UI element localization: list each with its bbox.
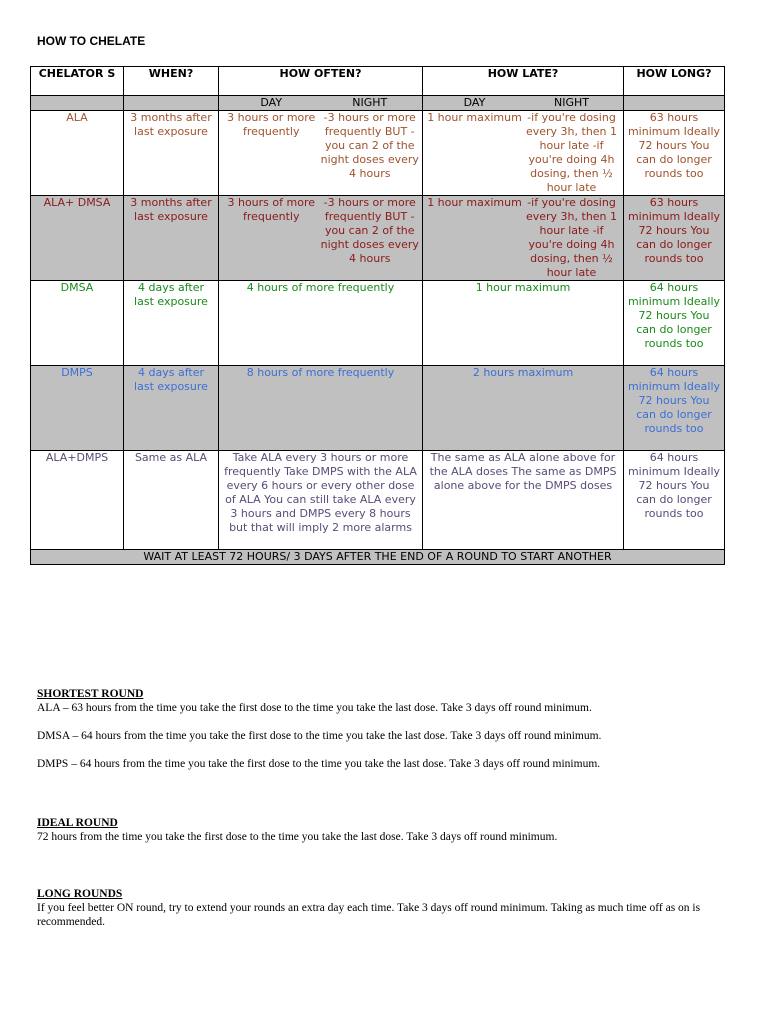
often-night: -3 hours or more frequently BUT -you can 2 of the night doses every 4 hours [320,111,419,180]
shortest-dmsa: DMSA – 64 hours from the time you take the first dose to the time you take the last dose. Take 3 days off round minimum. [37,730,602,742]
chelation-table [30,66,725,565]
long-rounds-section [37,887,737,929]
table-row [31,196,725,281]
chelator-name: DMPS [31,366,124,451]
subheader-row [31,96,725,111]
late-night: -if you're dosing every 3h, then 1 hour late -if you're doing 4h dosing, then ½ hour late [525,111,618,194]
when-cell: Same as ALA [124,451,219,550]
chelator-name: ALA [31,111,124,196]
header-chelators: CHELATOR S [31,67,124,96]
header-how-long: HOW LONG? [624,67,725,96]
table-row [31,281,725,366]
late-cell: 2 hours maximum [423,366,624,451]
header-how-late: HOW LATE? [423,67,624,96]
subheader-day: DAY [260,96,283,109]
long-cell: 63 hours minimum Ideally 72 hours You can do longer rounds too [624,196,725,281]
chelator-name: ALA+ DMSA [31,196,124,281]
long-rounds-heading: LONG ROUNDS [37,888,123,900]
footer-row [31,550,725,565]
when-cell: 3 months after last exposure [124,196,219,281]
often-cell: 8 hours of more frequently [219,366,423,451]
late-day: 1 hour maximum [427,196,522,209]
late-cell: The same as ALA alone above for the ALA doses The same as DMPS alone above for the DMPS doses [423,451,624,550]
shortest-round-heading: SHORTEST ROUND [37,688,144,700]
header-when: WHEN? [124,67,219,96]
header-row [31,67,725,96]
long-cell: 64 hours minimum Ideally 72 hours You can do longer rounds too [624,451,725,550]
late-day: 1 hour maximum [427,111,522,124]
page-title: HOW TO CHELATE [37,34,146,48]
subheader-night: NIGHT [554,96,589,109]
when-cell: 4 days after last exposure [124,281,219,366]
wait-notice: WAIT AT LEAST 72 HOURS/ 3 DAYS AFTER THE END OF A ROUND TO START ANOTHER [31,550,725,565]
ideal-round-text: 72 hours from the time you take the first dose to the time you take the last dose. Take 3 days off round minimum. [37,831,558,843]
shortest-round-section [37,687,737,771]
often-night: -3 hours or more frequently BUT -you can 2 of the night doses every 4 hours [320,196,419,265]
long-cell: 64 hours minimum Ideally 72 hours You can do longer rounds too [624,281,725,366]
header-how-often: HOW OFTEN? [219,67,423,96]
when-cell: 4 days after last exposure [124,366,219,451]
subheader-night: NIGHT [352,96,388,109]
ideal-round-section [37,816,737,844]
long-cell: 63 hours minimum Ideally 72 hours You can do longer rounds too [624,111,725,196]
often-day: 3 hours of more frequently [227,196,315,223]
often-cell: Take ALA every 3 hours or more frequently Take DMPS with the ALA every 6 hours or every other dose of ALA You can still take ALA every 3 hours and DMPS every 8 hours but that will imply 2 more alarms [219,451,423,550]
table-row [31,366,725,451]
chelator-name: ALA+DMPS [31,451,124,550]
when-cell: 3 months after last exposure [124,111,219,196]
chelator-name: DMSA [31,281,124,366]
table-row [31,111,725,196]
shortest-ala: ALA – 63 hours from the time you take the first dose to the time you take the last dose. Take 3 days off round minimum. [37,702,592,714]
often-day: 3 hours or more frequently [227,111,316,138]
shortest-dmps: DMPS – 64 hours from the time you take the first dose to the time you take the last dose. Take 3 days off round minimum. [37,758,601,770]
ideal-round-heading: IDEAL ROUND [37,817,118,829]
subheader-day: DAY [463,96,486,109]
often-cell: 4 hours of more frequently [219,281,423,366]
late-cell: 1 hour maximum [423,281,624,366]
long-cell: 64 hours minimum Ideally 72 hours You can do longer rounds too [624,366,725,451]
long-rounds-text: If you feel better ON round, try to extend your rounds an extra day each time. Take 3 days off round minimum. Taking as much time off as on is recommended. [37,902,701,928]
late-night: -if you're dosing every 3h, then 1 hour late -if you're doing 4h dosing, then ½ hour late [525,196,618,279]
table-row [31,451,725,550]
